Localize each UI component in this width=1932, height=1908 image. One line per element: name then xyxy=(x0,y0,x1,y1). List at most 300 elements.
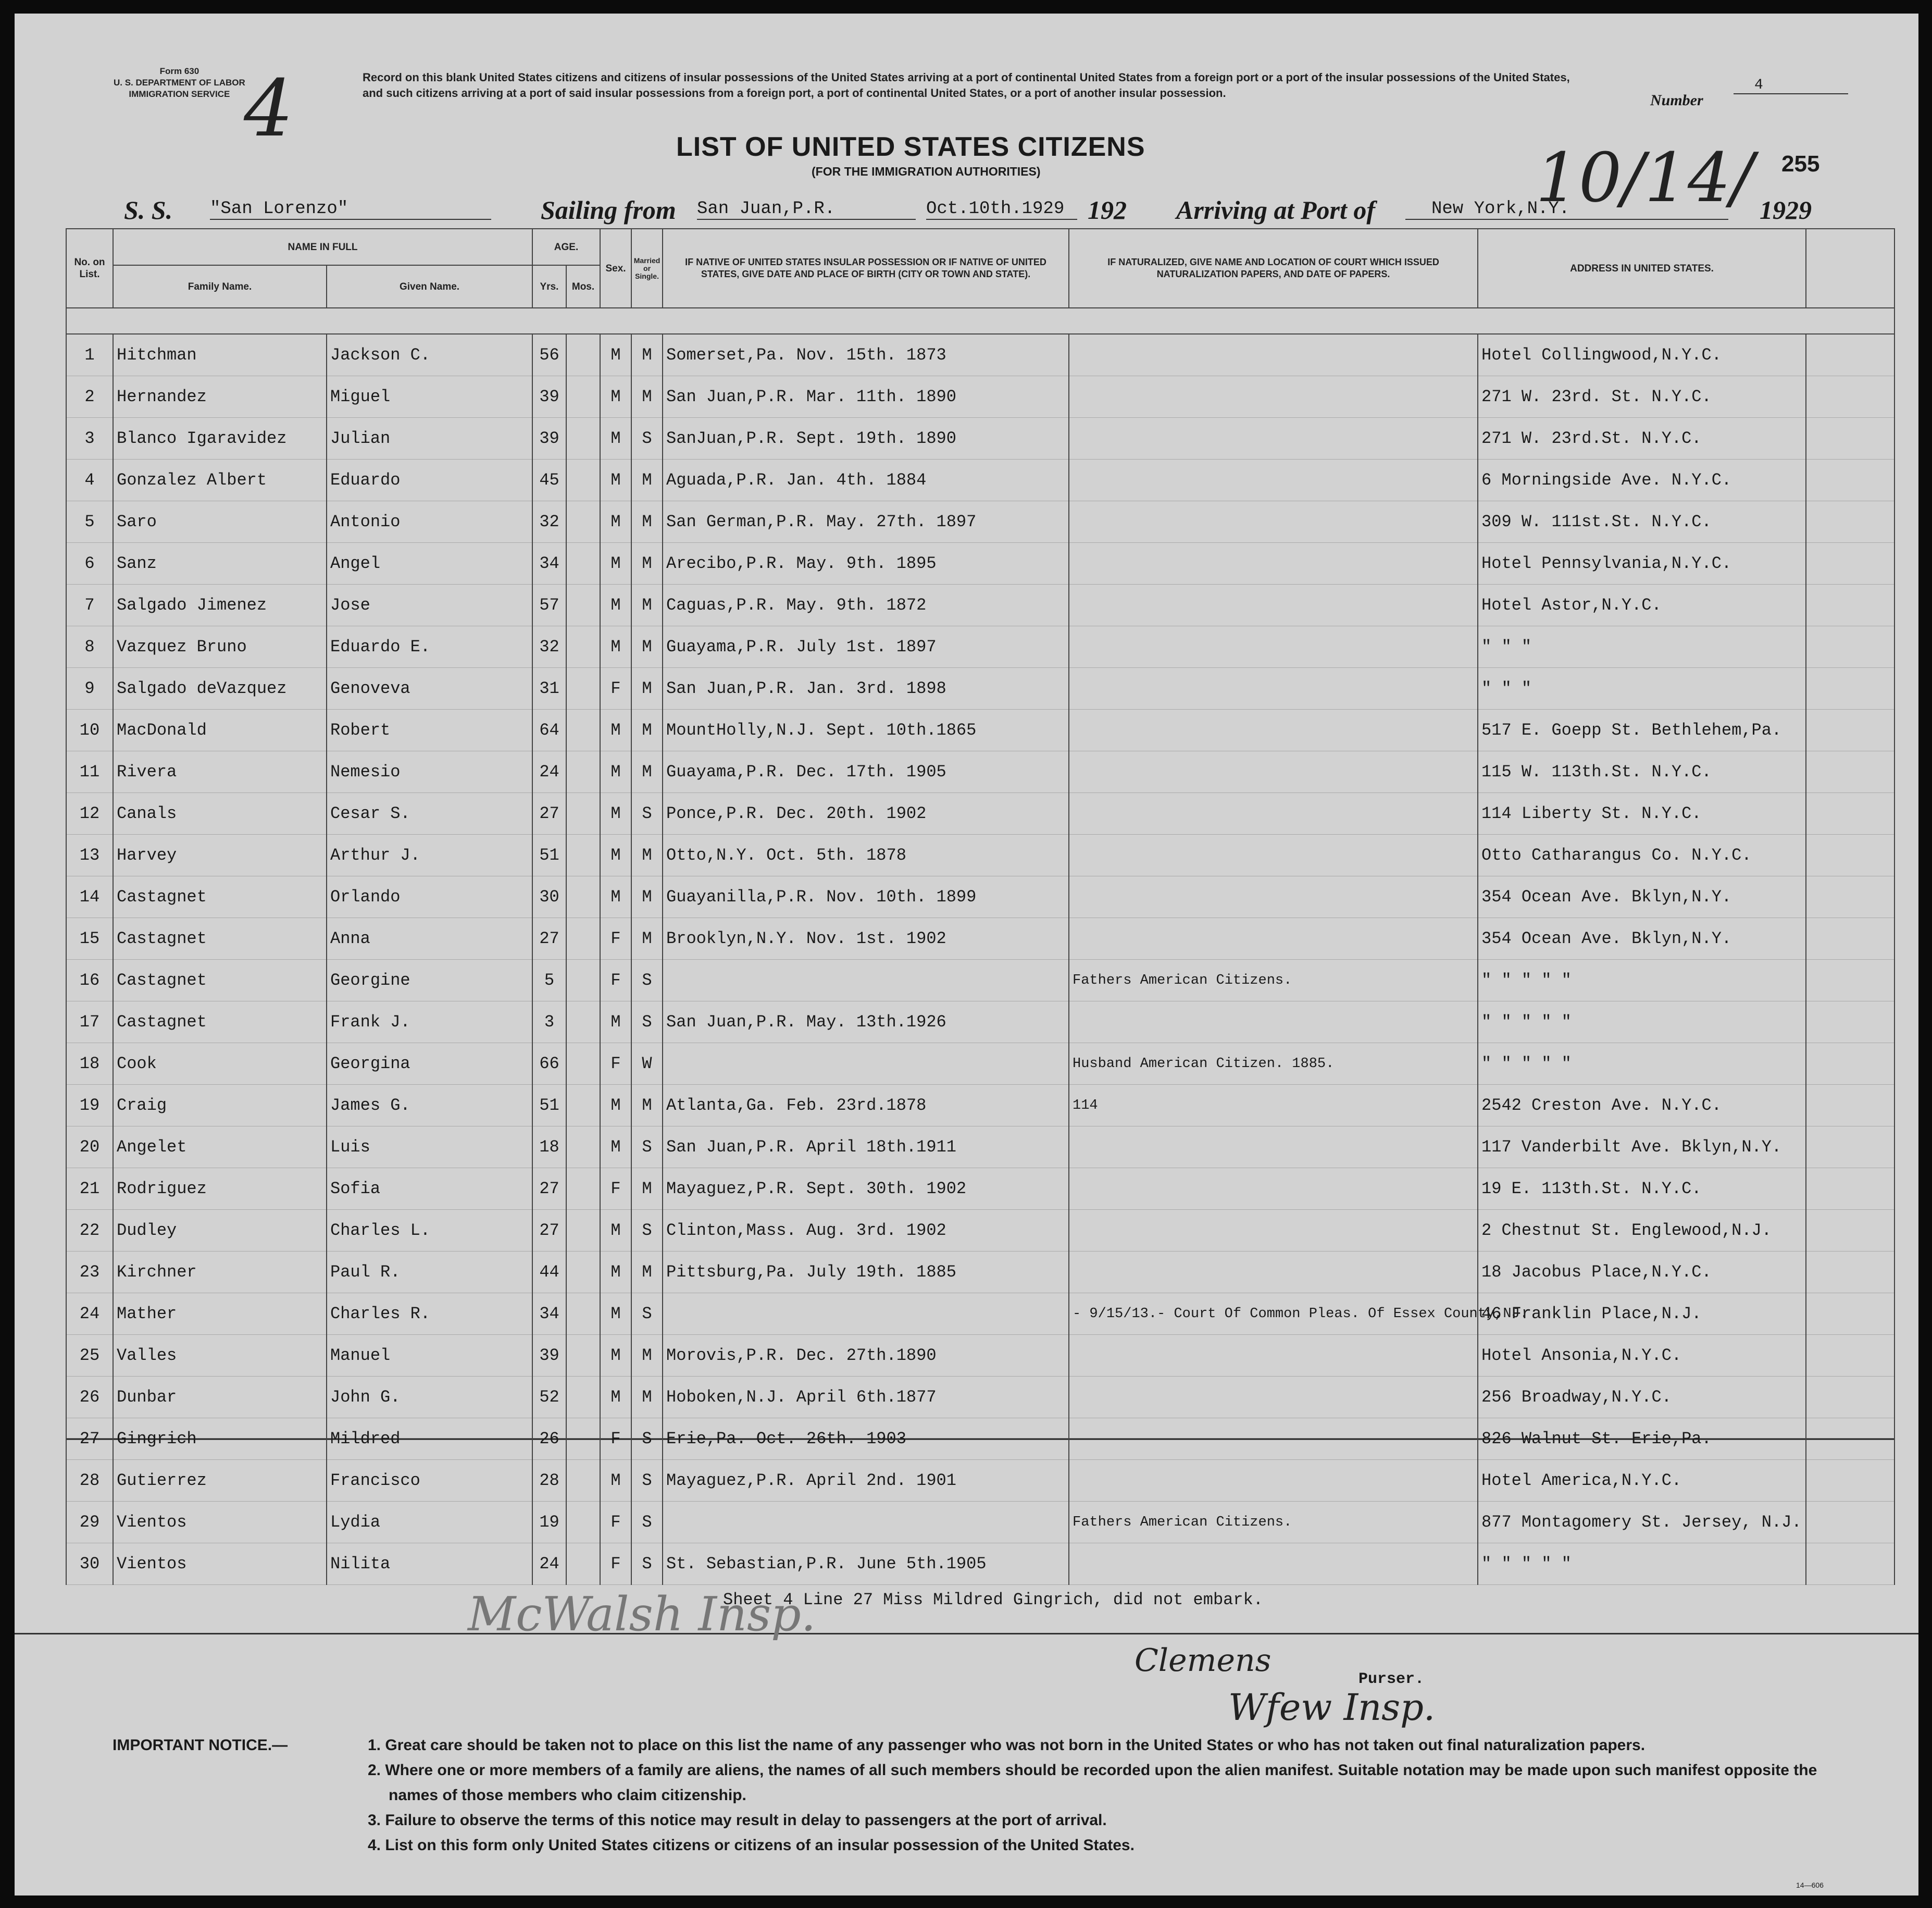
important-notice xyxy=(113,1733,1852,1858)
family-name: Canals xyxy=(113,793,327,835)
naturalization-info xyxy=(1069,418,1478,460)
us-address: " " " " " xyxy=(1478,1001,1806,1043)
table-row xyxy=(66,751,1894,793)
family-name: Salgado Jimenez xyxy=(113,585,327,626)
table-row xyxy=(66,501,1894,543)
number-value: 4 xyxy=(1734,77,1848,94)
age-years: 39 xyxy=(532,376,566,418)
row-number: 30 xyxy=(66,1543,113,1585)
family-name: MacDonald xyxy=(113,710,327,751)
naturalization-info xyxy=(1069,585,1478,626)
table-row xyxy=(66,376,1894,418)
age-years: 26 xyxy=(532,1418,566,1460)
sex: F xyxy=(600,1418,631,1460)
row-number: 23 xyxy=(66,1252,113,1293)
sex: F xyxy=(600,1043,631,1085)
marital-status: S xyxy=(631,1460,663,1502)
sex: M xyxy=(600,376,631,418)
naturalization-info: Fathers American Citizens. xyxy=(1069,1502,1478,1543)
inspector-signature-right: Wfew Insp. xyxy=(1228,1686,1436,1729)
age-years: 27 xyxy=(532,918,566,960)
blank-cell xyxy=(1806,668,1894,710)
table-row xyxy=(66,1293,1894,1335)
given-name: Charles L. xyxy=(327,1210,532,1252)
table-row xyxy=(66,1502,1894,1543)
row-number: 22 xyxy=(66,1210,113,1252)
naturalization-info xyxy=(1069,793,1478,835)
sex: M xyxy=(600,1293,631,1335)
marital-status: S xyxy=(631,960,663,1001)
blank-cell xyxy=(1806,1126,1894,1168)
us-address: 117 Vanderbilt Ave. Bklyn,N.Y. xyxy=(1478,1126,1806,1168)
blank-cell xyxy=(1806,1293,1894,1335)
given-name: Lydia xyxy=(327,1502,532,1543)
row-number: 10 xyxy=(66,710,113,751)
department-name: U. S. DEPARTMENT OF LABOR xyxy=(114,78,245,88)
us-address: Hotel Ansonia,N.Y.C. xyxy=(1478,1335,1806,1377)
row-number: 15 xyxy=(66,918,113,960)
marital-status: M xyxy=(631,1252,663,1293)
age-years: 24 xyxy=(532,751,566,793)
us-address: 2542 Creston Ave. N.Y.C. xyxy=(1478,1085,1806,1126)
col-married-single: Married or Single. xyxy=(631,229,663,308)
marital-status: M xyxy=(631,1168,663,1210)
blank-cell xyxy=(1806,418,1894,460)
marital-status: M xyxy=(631,835,663,876)
ss-label: S. S. xyxy=(124,195,173,225)
us-address: Otto Catharangus Co. N.Y.C. xyxy=(1478,835,1806,876)
age-years: 52 xyxy=(532,1377,566,1418)
row-number: 26 xyxy=(66,1377,113,1418)
age-months xyxy=(566,1001,600,1043)
handwritten-date: 10/14/ xyxy=(1536,138,1754,217)
given-name: Eduardo E. xyxy=(327,626,532,668)
marital-status: M xyxy=(631,460,663,501)
age-months xyxy=(566,1252,600,1293)
birth-info: San Juan,P.R. Jan. 3rd. 1898 xyxy=(663,668,1069,710)
col-blank xyxy=(1806,229,1894,308)
sex: M xyxy=(600,501,631,543)
sex: F xyxy=(600,668,631,710)
arriving-label: Arriving at Port of xyxy=(1176,195,1375,225)
age-months xyxy=(566,1168,600,1210)
family-name: Valles xyxy=(113,1335,327,1377)
table-row xyxy=(66,1460,1894,1502)
sex: M xyxy=(600,626,631,668)
row-number: 16 xyxy=(66,960,113,1001)
us-address: 18 Jacobus Place,N.Y.C. xyxy=(1478,1252,1806,1293)
blank-cell xyxy=(1806,334,1894,376)
age-months xyxy=(566,1335,600,1377)
family-name: Hernandez xyxy=(113,376,327,418)
naturalization-info xyxy=(1069,501,1478,543)
table-row xyxy=(66,668,1894,710)
table-row xyxy=(66,876,1894,918)
table-row xyxy=(66,918,1894,960)
ship-name: "San Lorenzo" xyxy=(210,199,491,220)
row-number: 1 xyxy=(66,334,113,376)
given-name: Cesar S. xyxy=(327,793,532,835)
sex: M xyxy=(600,1252,631,1293)
sex: F xyxy=(600,1502,631,1543)
age-years: 27 xyxy=(532,1210,566,1252)
age-months xyxy=(566,460,600,501)
birth-info: Atlanta,Ga. Feb. 23rd.1878 xyxy=(663,1085,1069,1126)
us-address: " " " " " xyxy=(1478,1543,1806,1585)
birth-info: Guayama,P.R. July 1st. 1897 xyxy=(663,626,1069,668)
age-months xyxy=(566,793,600,835)
blank-cell xyxy=(1806,1335,1894,1377)
form-header xyxy=(114,66,245,100)
birth-info xyxy=(663,960,1069,1001)
blank-cell xyxy=(1806,543,1894,585)
blank-cell xyxy=(1806,1502,1894,1543)
purser-signature: Clemens xyxy=(1135,1642,1272,1679)
blank-cell xyxy=(1806,1168,1894,1210)
naturalization-info xyxy=(1069,1335,1478,1377)
table-row xyxy=(66,1252,1894,1293)
form-code: 14—606 xyxy=(1796,1881,1824,1889)
us-address: Hotel Collingwood,N.Y.C. xyxy=(1478,334,1806,376)
age-years: 31 xyxy=(532,668,566,710)
birth-info: Aguada,P.R. Jan. 4th. 1884 xyxy=(663,460,1069,501)
row-number: 25 xyxy=(66,1335,113,1377)
blank-cell xyxy=(1806,918,1894,960)
given-name: John G. xyxy=(327,1377,532,1418)
form-number: Form 630 xyxy=(159,66,200,76)
table-row xyxy=(66,710,1894,751)
given-name: Frank J. xyxy=(327,1001,532,1043)
table-row xyxy=(66,1126,1894,1168)
family-name: Gonzalez Albert xyxy=(113,460,327,501)
sex: M xyxy=(600,876,631,918)
us-address: 6 Morningside Ave. N.Y.C. xyxy=(1478,460,1806,501)
us-address: 271 W. 23rd. St. N.Y.C. xyxy=(1478,376,1806,418)
marital-status: M xyxy=(631,918,663,960)
family-name: Cook xyxy=(113,1043,327,1085)
age-months xyxy=(566,501,600,543)
sex: M xyxy=(600,1335,631,1377)
given-name: Jose xyxy=(327,585,532,626)
purser-label: Purser. xyxy=(1358,1670,1425,1688)
birth-info xyxy=(663,1502,1069,1543)
age-years: 30 xyxy=(532,876,566,918)
col-family-name: Family Name. xyxy=(113,265,327,308)
naturalization-info xyxy=(1069,1168,1478,1210)
birth-info xyxy=(663,1043,1069,1085)
given-name: Georgina xyxy=(327,1043,532,1085)
family-name: Sanz xyxy=(113,543,327,585)
family-name: Saro xyxy=(113,501,327,543)
naturalization-info xyxy=(1069,376,1478,418)
age-years: 27 xyxy=(532,1168,566,1210)
age-years: 27 xyxy=(532,793,566,835)
naturalization-info xyxy=(1069,543,1478,585)
blank-cell xyxy=(1806,501,1894,543)
naturalization-info: Fathers American Citizens. xyxy=(1069,960,1478,1001)
notice-label: IMPORTANT NOTICE.— xyxy=(113,1737,288,1754)
age-months xyxy=(566,1377,600,1418)
col-yrs: Yrs. xyxy=(532,265,566,308)
sex: M xyxy=(600,460,631,501)
row-number: 8 xyxy=(66,626,113,668)
given-name: Robert xyxy=(327,710,532,751)
birth-info: Ponce,P.R. Dec. 20th. 1902 xyxy=(663,793,1069,835)
sailing-from: San Juan,P.R. xyxy=(697,199,916,220)
sex: F xyxy=(600,918,631,960)
given-name: Luis xyxy=(327,1126,532,1168)
blank-cell xyxy=(1806,876,1894,918)
family-name: Castagnet xyxy=(113,960,327,1001)
blank-cell xyxy=(1806,626,1894,668)
birth-info: Pittsburg,Pa. July 19th. 1885 xyxy=(663,1252,1069,1293)
naturalization-info xyxy=(1069,334,1478,376)
row-number: 7 xyxy=(66,585,113,626)
birth-info: Caguas,P.R. May. 9th. 1872 xyxy=(663,585,1069,626)
age-months xyxy=(566,960,600,1001)
given-name: Paul R. xyxy=(327,1252,532,1293)
sex: M xyxy=(600,543,631,585)
naturalization-info xyxy=(1069,876,1478,918)
col-given-name: Given Name. xyxy=(327,265,532,308)
sex: F xyxy=(600,1543,631,1585)
table-row xyxy=(66,835,1894,876)
age-months xyxy=(566,1293,600,1335)
given-name: Julian xyxy=(327,418,532,460)
marital-status: M xyxy=(631,710,663,751)
page-subtitle: (FOR THE IMMIGRATION AUTHORITIES) xyxy=(812,165,1041,178)
marital-status: M xyxy=(631,1377,663,1418)
age-months xyxy=(566,1460,600,1502)
table-row xyxy=(66,1377,1894,1418)
naturalization-info xyxy=(1069,918,1478,960)
age-years: 45 xyxy=(532,460,566,501)
row-number: 21 xyxy=(66,1168,113,1210)
us-address: 354 Ocean Ave. Bklyn,N.Y. xyxy=(1478,876,1806,918)
naturalization-info xyxy=(1069,1543,1478,1585)
sex: M xyxy=(600,1460,631,1502)
age-months xyxy=(566,918,600,960)
family-name: Craig xyxy=(113,1085,327,1126)
given-name: Nemesio xyxy=(327,751,532,793)
naturalization-info xyxy=(1069,1252,1478,1293)
inspector-signature-left: McWalsh Insp. xyxy=(468,1587,816,1642)
age-months xyxy=(566,668,600,710)
table-row xyxy=(66,1085,1894,1126)
marital-status: M xyxy=(631,585,663,626)
us-address: " " " xyxy=(1478,626,1806,668)
row-number: 13 xyxy=(66,835,113,876)
table-row xyxy=(66,418,1894,460)
marital-status: S xyxy=(631,1502,663,1543)
sex: M xyxy=(600,710,631,751)
table-body xyxy=(66,334,1894,1585)
naturalization-info: 114 xyxy=(1069,1085,1478,1126)
given-name: Miguel xyxy=(327,376,532,418)
footnote-line: Sheet 4 Line 27 Miss Mildred Gingrich, did not embark. xyxy=(723,1590,1263,1609)
arrival-year: 1929 xyxy=(1760,195,1812,225)
age-years: 39 xyxy=(532,418,566,460)
birth-info: Mayaguez,P.R. April 2nd. 1901 xyxy=(663,1460,1069,1502)
row-number: 2 xyxy=(66,376,113,418)
age-years: 56 xyxy=(532,334,566,376)
given-name: Francisco xyxy=(327,1460,532,1502)
col-age: AGE. xyxy=(532,229,600,265)
blank-cell xyxy=(1806,751,1894,793)
notice-item: 1. Great care should be taken not to place on this list the name of any passenger who was not born in the United States or who has not taken out final naturalization papers. xyxy=(368,1737,1646,1754)
us-address: 115 W. 113th.St. N.Y.C. xyxy=(1478,751,1806,793)
naturalization-info xyxy=(1069,835,1478,876)
us-address: Hotel America,N.Y.C. xyxy=(1478,1460,1806,1502)
age-years: 34 xyxy=(532,1293,566,1335)
us-address: 271 W. 23rd.St. N.Y.C. xyxy=(1478,418,1806,460)
birth-info: Otto,N.Y. Oct. 5th. 1878 xyxy=(663,835,1069,876)
blank-cell xyxy=(1806,1460,1894,1502)
sex: F xyxy=(600,960,631,1001)
marital-status: M xyxy=(631,1335,663,1377)
given-name: Sofia xyxy=(327,1168,532,1210)
document-sheet xyxy=(15,14,1918,1895)
family-name: Salgado deVazquez xyxy=(113,668,327,710)
marital-status: S xyxy=(631,1543,663,1585)
age-months xyxy=(566,1543,600,1585)
age-months xyxy=(566,835,600,876)
naturalization-info xyxy=(1069,1377,1478,1418)
sex: M xyxy=(600,585,631,626)
page-title: LIST OF UNITED STATES CITIZENS xyxy=(676,132,1145,162)
us-address: 2 Chestnut St. Englewood,N.J. xyxy=(1478,1210,1806,1252)
us-address: " " " " " xyxy=(1478,960,1806,1001)
birth-info: Erie,Pa. Oct. 26th. 1903 xyxy=(663,1418,1069,1460)
blank-cell xyxy=(1806,960,1894,1001)
birth-info: SanJuan,P.R. Sept. 19th. 1890 xyxy=(663,418,1069,460)
table-row xyxy=(66,1168,1894,1210)
age-months xyxy=(566,1502,600,1543)
blank-cell xyxy=(1806,1210,1894,1252)
age-months xyxy=(566,543,600,585)
age-months xyxy=(566,585,600,626)
age-months xyxy=(566,334,600,376)
sailing-label: Sailing from xyxy=(541,195,676,225)
blank-cell xyxy=(1806,1377,1894,1418)
birth-info: Brooklyn,N.Y. Nov. 1st. 1902 xyxy=(663,918,1069,960)
table-row xyxy=(66,626,1894,668)
marital-status: M xyxy=(631,501,663,543)
sex: M xyxy=(600,835,631,876)
sex: M xyxy=(600,1377,631,1418)
number-label: Number xyxy=(1650,92,1703,109)
age-years: 32 xyxy=(532,626,566,668)
table-row xyxy=(66,960,1894,1001)
marital-status: M xyxy=(631,626,663,668)
naturalization-info xyxy=(1069,1001,1478,1043)
naturalization-info: - 9/15/13.- Court Of Common Pleas. Of Essex County,NJ. xyxy=(1069,1293,1478,1335)
given-name: Charles R. xyxy=(327,1293,532,1335)
sex: M xyxy=(600,1085,631,1126)
given-name: Angel xyxy=(327,543,532,585)
given-name: Orlando xyxy=(327,876,532,918)
family-name: Castagnet xyxy=(113,876,327,918)
age-years: 39 xyxy=(532,1335,566,1377)
family-name: Rivera xyxy=(113,751,327,793)
age-months xyxy=(566,1085,600,1126)
row-number: 9 xyxy=(66,668,113,710)
row-number: 6 xyxy=(66,543,113,585)
us-address: 114 Liberty St. N.Y.C. xyxy=(1478,793,1806,835)
age-months xyxy=(566,1418,600,1460)
sex: F xyxy=(600,1168,631,1210)
blank-cell xyxy=(1806,1001,1894,1043)
birth-info: Guayanilla,P.R. Nov. 10th. 1899 xyxy=(663,876,1069,918)
age-months xyxy=(566,418,600,460)
row-number: 3 xyxy=(66,418,113,460)
notice-item: 4. List on this form only United States citizens or citizens of an insular possession of the United States. xyxy=(368,1837,1135,1854)
us-address: 309 W. 111st.St. N.Y.C. xyxy=(1478,501,1806,543)
table-row xyxy=(66,334,1894,376)
blank-cell xyxy=(1806,1252,1894,1293)
us-address: " " " xyxy=(1478,668,1806,710)
birth-info: Hoboken,N.J. April 6th.1877 xyxy=(663,1377,1069,1418)
naturalization-info xyxy=(1069,626,1478,668)
table-row xyxy=(66,1043,1894,1085)
naturalization-info xyxy=(1069,751,1478,793)
given-name: Antonio xyxy=(327,501,532,543)
family-name: Kirchner xyxy=(113,1252,327,1293)
us-address: 826 Walnut St. Erie,Pa. xyxy=(1478,1418,1806,1460)
age-years: 57 xyxy=(532,585,566,626)
us-address: Hotel Pennsylvania,N.Y.C. xyxy=(1478,543,1806,585)
family-name: Angelet xyxy=(113,1126,327,1168)
age-years: 51 xyxy=(532,835,566,876)
age-years: 64 xyxy=(532,710,566,751)
notice-item: 3. Failure to observe the terms of this notice may result in delay to passengers at the port of arrival. xyxy=(368,1812,1107,1829)
us-address: 877 Montagomery St. Jersey, N.J. xyxy=(1478,1502,1806,1543)
given-name: Mildred xyxy=(327,1418,532,1460)
age-years: 24 xyxy=(532,1543,566,1585)
age-years: 5 xyxy=(532,960,566,1001)
family-name: Vientos xyxy=(113,1543,327,1585)
age-months xyxy=(566,710,600,751)
blank-cell xyxy=(1806,585,1894,626)
citizens-table xyxy=(66,228,1895,1585)
us-address: 19 E. 113th.St. N.Y.C. xyxy=(1478,1168,1806,1210)
sex: M xyxy=(600,1001,631,1043)
naturalization-info: Husband American Citizen. 1885. xyxy=(1069,1043,1478,1085)
birth-info xyxy=(663,1293,1069,1335)
age-months xyxy=(566,376,600,418)
us-address: " " " " " xyxy=(1478,1043,1806,1085)
row-number: 24 xyxy=(66,1293,113,1335)
family-name: Dunbar xyxy=(113,1377,327,1418)
handwritten-number: 4 xyxy=(244,64,294,154)
birth-info: San Juan,P.R. May. 13th.1926 xyxy=(663,1001,1069,1043)
table-row xyxy=(66,793,1894,835)
service-name: IMMIGRATION SERVICE xyxy=(129,89,230,99)
given-name: Georgine xyxy=(327,960,532,1001)
birth-info: Clinton,Mass. Aug. 3rd. 1902 xyxy=(663,1210,1069,1252)
blank-cell xyxy=(1806,793,1894,835)
table-row xyxy=(66,1418,1894,1460)
age-months xyxy=(566,1043,600,1085)
naturalization-info xyxy=(1069,1210,1478,1252)
arriving-port: New York,N.Y. xyxy=(1405,199,1728,220)
age-years: 44 xyxy=(532,1252,566,1293)
table-row xyxy=(66,1210,1894,1252)
us-address: 517 E. Goepp St. Bethlehem,Pa. xyxy=(1478,710,1806,751)
birth-info: San German,P.R. May. 27th. 1897 xyxy=(663,501,1069,543)
birth-info: San Juan,P.R. April 18th.1911 xyxy=(663,1126,1069,1168)
table-row xyxy=(66,1335,1894,1377)
